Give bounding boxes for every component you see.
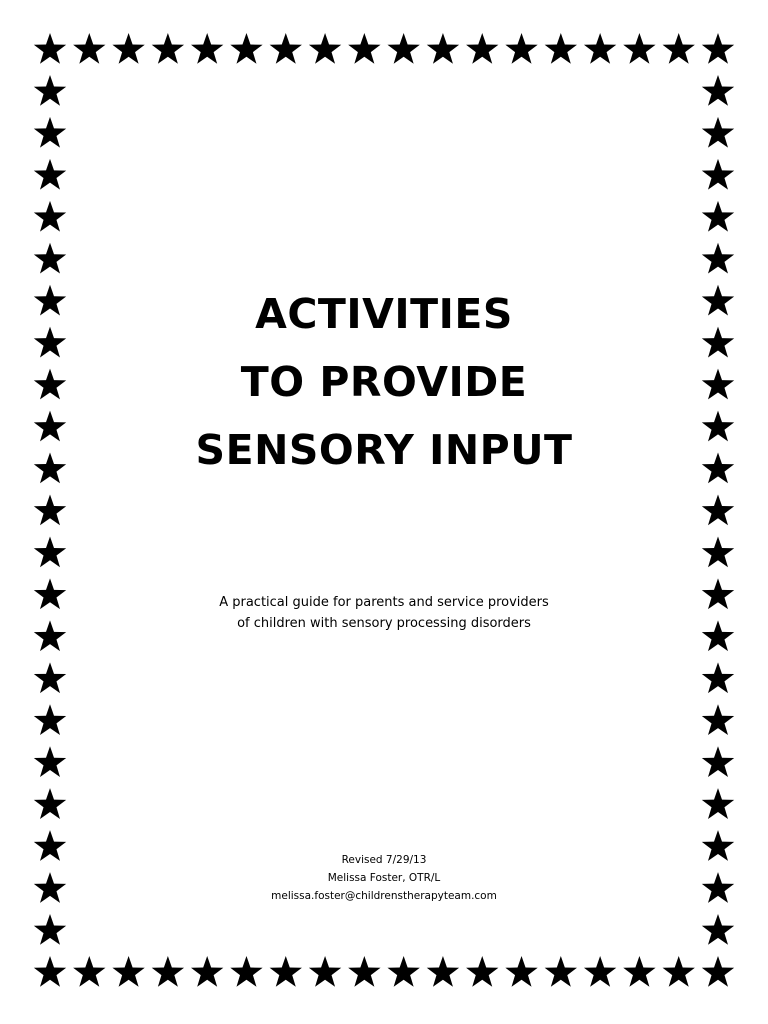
star-icon [34, 327, 66, 358]
star-icon [702, 33, 734, 64]
star-icon [34, 75, 66, 106]
star-icon [505, 33, 537, 64]
star-icon [702, 117, 734, 148]
star-icon [34, 33, 66, 64]
star-icon [152, 956, 184, 987]
star-icon [152, 33, 184, 64]
title-line-1: ACTIVITIES [255, 290, 513, 338]
author-name: Melissa Foster, OTR/L [327, 872, 441, 884]
star-icon [270, 33, 302, 64]
star-icon [387, 956, 419, 987]
star-icon [34, 495, 66, 526]
star-icon [34, 369, 66, 400]
star-icon [623, 33, 655, 64]
star-icon [191, 33, 223, 64]
star-icon [34, 746, 66, 777]
subtitle-line-2: of children with sensory processing disorders [237, 616, 531, 631]
star-icon [34, 704, 66, 735]
star-icon [348, 33, 380, 64]
star-icon [702, 872, 734, 903]
page-title [96, 280, 672, 484]
star-icon [545, 956, 577, 987]
revision-date: Revised 7/29/13 [341, 854, 427, 866]
star-icon [34, 243, 66, 274]
star-icon [270, 956, 302, 987]
star-icon [702, 411, 734, 442]
star-icon [466, 956, 498, 987]
star-icon [34, 662, 66, 693]
star-icon [34, 285, 66, 316]
star-icon [702, 75, 734, 106]
star-icon [34, 117, 66, 148]
star-icon [702, 788, 734, 819]
author-email: melissa.foster@childrenstherapyteam.com [271, 890, 497, 902]
star-icon [34, 578, 66, 609]
star-icon [663, 956, 695, 987]
subtitle [96, 592, 672, 634]
star-icon [34, 872, 66, 903]
star-icon [34, 788, 66, 819]
star-icon [34, 830, 66, 861]
author-info [96, 851, 672, 905]
star-icon [702, 746, 734, 777]
star-icon [34, 956, 66, 987]
title-line-2: TO PROVIDE [240, 358, 528, 406]
star-icon [34, 620, 66, 651]
star-icon [112, 33, 144, 64]
star-icon [34, 453, 66, 484]
star-icon [505, 956, 537, 987]
subtitle-line-1: A practical guide for parents and service providers [219, 595, 549, 610]
star-icon [702, 578, 734, 609]
star-icon [387, 33, 419, 64]
star-icon [702, 495, 734, 526]
star-icon [702, 327, 734, 358]
star-icon [702, 620, 734, 651]
star-icon [702, 453, 734, 484]
star-icon [702, 285, 734, 316]
star-icon [702, 243, 734, 274]
star-icon [34, 201, 66, 232]
star-icon [34, 411, 66, 442]
star-icon [702, 662, 734, 693]
star-icon [230, 33, 262, 64]
star-icon [584, 33, 616, 64]
star-icon [309, 33, 341, 64]
star-icon [309, 956, 341, 987]
star-icon [623, 956, 655, 987]
star-icon [702, 201, 734, 232]
star-icon [702, 830, 734, 861]
star-icon [427, 33, 459, 64]
star-icon [34, 159, 66, 190]
star-icon [34, 914, 66, 945]
star-icon [702, 956, 734, 987]
star-icon [112, 956, 144, 987]
star-icon [702, 159, 734, 190]
star-icon [584, 956, 616, 987]
star-icon [191, 956, 223, 987]
star-icon [663, 33, 695, 64]
star-icon [34, 536, 66, 567]
star-icon [73, 33, 105, 64]
star-icon [545, 33, 577, 64]
star-icon [466, 33, 498, 64]
star-icon [702, 704, 734, 735]
star-icon [702, 914, 734, 945]
star-icon [427, 956, 459, 987]
star-icon [348, 956, 380, 987]
star-icon [702, 369, 734, 400]
star-icon [73, 956, 105, 987]
star-icon [230, 956, 262, 987]
title-line-3: SENSORY INPUT [195, 426, 573, 474]
star-icon [702, 536, 734, 567]
